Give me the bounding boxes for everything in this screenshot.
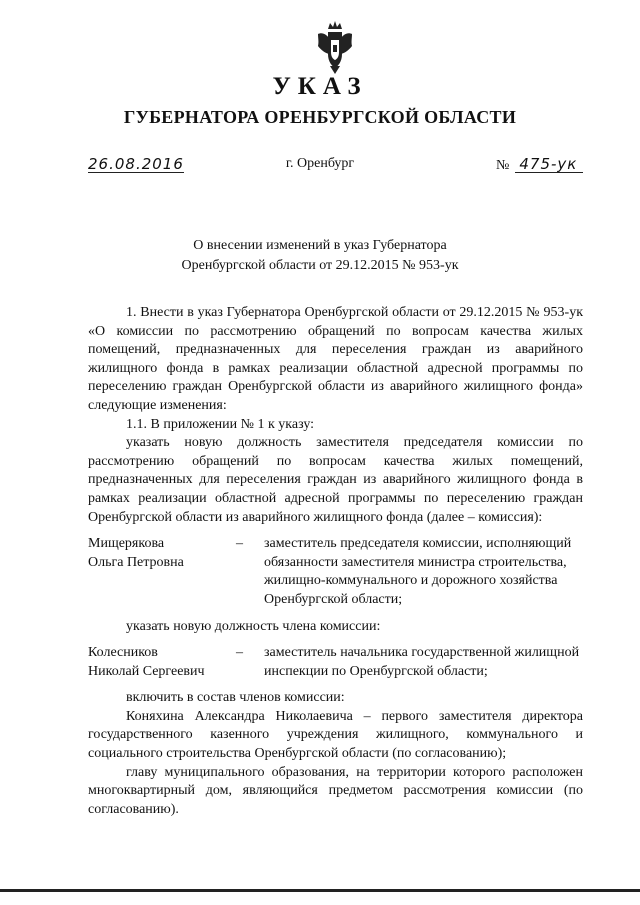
- document-city: г. Оренбург: [285, 156, 355, 171]
- coat-of-arms-icon: [316, 20, 354, 74]
- number-prefix: №: [496, 158, 510, 173]
- paragraph-deputy-chair: указать новую должность заместителя председателя комиссии по рассмотрению обращений по вопросам качества жилых помещений, предназначенных для переселения граждан из аварийного жилищного фонда в рамках реализации областной адресной программы по переселению граждан Оренбургской области из аварийного жилищного фонда (далее – комиссия):: [88, 435, 583, 525]
- entry-dash: –: [236, 536, 243, 552]
- member-surname: Мищерякова: [88, 536, 165, 552]
- member-position: заместитель председателя комиссии, исполняющий обязанности заместителя министра строительства, жилищно-коммунального и дорожного хозяйства Оренбургской области;: [264, 536, 572, 607]
- member-given-names: Николай Сергеевич: [88, 663, 205, 679]
- paragraph-konyakhin: Коняхина Александра Николаевича – первого заместителя директора государственного казенного учреждения жилищного, коммунального и социального строительства Оренбургской области (по согласованию);: [88, 708, 583, 762]
- member-given-names: Ольга Петровна: [88, 554, 184, 570]
- member-entry: [88, 644, 583, 681]
- entry-dash: –: [236, 645, 243, 661]
- member-entry: [88, 535, 583, 609]
- heading-line-2: Оренбургской области от 29.12.2015 № 953-ук: [181, 258, 459, 273]
- document-heading: [0, 236, 640, 276]
- member-position: заместитель начальника государственной жилищной инспекции по Оренбургской области;: [264, 645, 580, 679]
- paragraph-1: 1. Внести в указ Губернатора Оренбургской области от 29.12.2015 № 953-ук «О комиссии по рассмотрению обращений по вопросам качества жилых помещений, предназначенных для переселения граждан из аварийного жилищного фонда в рамках реализации областной адресной программы по переселению граждан Оренбургской области из аварийного жилищного фонда» следующие изменения:: [88, 305, 583, 413]
- member-name: [88, 644, 236, 681]
- paragraph-include-members: включить в состав членов комиссии:: [126, 690, 345, 706]
- paragraph-1-1: 1.1. В приложении № 1 к указу:: [126, 416, 315, 432]
- member-surname: Колесников: [88, 645, 158, 661]
- document-body: [88, 304, 583, 819]
- document-number: [496, 156, 583, 174]
- page-bottom-border: [0, 889, 640, 892]
- document-title: УКАЗ: [272, 73, 368, 100]
- member-name: [88, 535, 236, 609]
- document-date: 26.08.2016: [88, 155, 184, 173]
- document-subtitle: ГУБЕРНАТОРА ОРЕНБУРГСКОЙ ОБЛАСТИ: [123, 107, 517, 127]
- heading-line-1: О внесении изменений в указ Губернатора: [193, 238, 447, 253]
- paragraph-municipal-head: главу муниципального образования, на территории которого расположен многоквартирный дом, являющийся предметом рассмотрения комиссии (по согласованию).: [88, 764, 583, 817]
- number-value: 475-ук: [515, 156, 583, 173]
- paragraph-new-position: указать новую должность члена комиссии:: [126, 618, 381, 634]
